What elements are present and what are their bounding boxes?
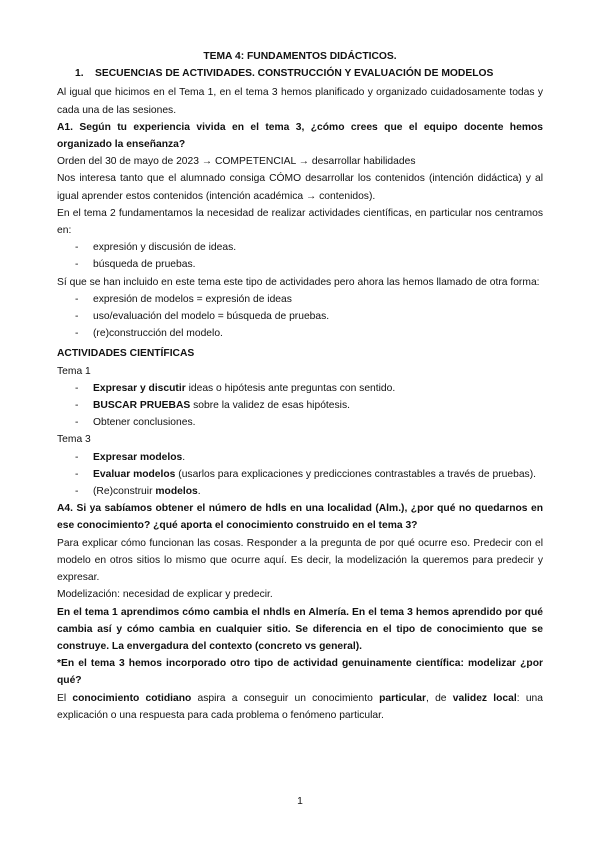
paragraph-interes: Nos interesa tanto que el alumnado consiga CÓMO desarrollar los contenidos (intención didáctica) y al igual aprender estos contenidos (intención académica → contenidos). (57, 173, 543, 202)
section-heading (75, 65, 543, 82)
list-item: - (Re)construir modelos. (75, 486, 201, 498)
paragraph-explicar: Para explicar cómo funcionan las cosas. Responder a la pregunta de por qué ocurre eso. Predecir con el modelo en otros sitios lo mismo que ocurre aquí. Es decir, la modelización la queremos para predecir y expresar. (57, 537, 543, 584)
heading-actividades: ACTIVIDADES CIENTÍFICAS (57, 348, 195, 360)
list-item: - uso/evaluación del modelo = búsqueda de pruebas. (75, 311, 330, 323)
list-actividades-tema2 (57, 239, 543, 273)
list-item: - búsqueda de pruebas. (75, 259, 196, 271)
page-number: 1 (297, 796, 303, 807)
section-number: 1. (75, 68, 84, 80)
paragraph-orden: Orden del 30 de mayo de 2023 → COMPETENCIAL → desarrollar habilidades (57, 156, 416, 168)
list-item: - (re)construcción del modelo. (75, 328, 223, 340)
list-modelos (57, 291, 543, 343)
section-label: SECUENCIAS DE ACTIVIDADES. CONSTRUCCIÓN Y EVALUACIÓN DE MODELOS (95, 68, 494, 80)
list-item: - Obtener conclusiones. (75, 417, 196, 429)
question-a4: A4. Si ya sabíamos obtener el número de hdls en una localidad (Alm.), ¿por qué no quedarnos en ese conocimiento? ¿qué aporta el conocimiento construido en el tema 3? (57, 503, 543, 532)
list-item: - Expresar modelos. (75, 451, 186, 463)
tema1-label: Tema 1 (57, 365, 91, 377)
list-item: - BUSCAR PRUEBAS sobre la validez de esas hipótesis. (75, 400, 350, 412)
list-tema3 (57, 449, 543, 501)
paragraph-tema1-tema3: En el tema 1 aprendimos cómo cambia el nhdls en Almería. En el tema 3 hemos aprendido por qué cambia así y cómo cambia en cualquier sitio. Se diferencia en el tipo de conocimiento que se construye. La envergadura del contexto (concreto vs general). (57, 606, 543, 652)
paragraph-modelizacion: Modelización: necesidad de explicar y predecir. (57, 589, 273, 601)
list-item: - expresión y discusión de ideas. (75, 242, 237, 254)
paragraph-tema2: En el tema 2 fundamentamos la necesidad de realizar actividades científicas, en particular nos centramos en: (57, 207, 543, 237)
paragraph-intro: Al igual que hicimos en el Tema 1, en el tema 3 hemos planificado y organizado cuidadosamente todas y cada una de las sesiones. (57, 87, 543, 116)
question-a1: A1. Según tu experiencia vivida en el tema 3, ¿cómo crees que el equipo docente hemos organizado la enseñanza? (57, 121, 543, 151)
list-item: - expresión de modelos = expresión de ideas (75, 293, 292, 305)
list-item: - Expresar y discutir ideas o hipótesis ante preguntas con sentido. (75, 382, 396, 394)
document-page (57, 48, 543, 724)
page-title: TEMA 4: FUNDAMENTOS DIDÁCTICOS. (203, 51, 397, 62)
paragraph-modelizar: *En el tema 3 hemos incorporado otro tipo de actividad genuinamente científica: modelizar ¿por qué? (57, 658, 543, 687)
list-tema1 (57, 380, 543, 432)
paragraph-incluido: Sí que se han incluido en este tema este tipo de actividades pero ahora las hemos llamado de otra forma: (57, 276, 540, 288)
list-item: - Evaluar modelos (usarlos para explicaciones y predicciones contrastables a través de pruebas). (75, 468, 536, 480)
tema3-label: Tema 3 (57, 434, 91, 446)
paragraph-conocimiento-cotidiano: El conocimiento cotidiano aspira a conseguir un conocimiento particular, de validez local: una explicación o una respuesta para cada problema o fenómeno particular. (57, 692, 543, 721)
